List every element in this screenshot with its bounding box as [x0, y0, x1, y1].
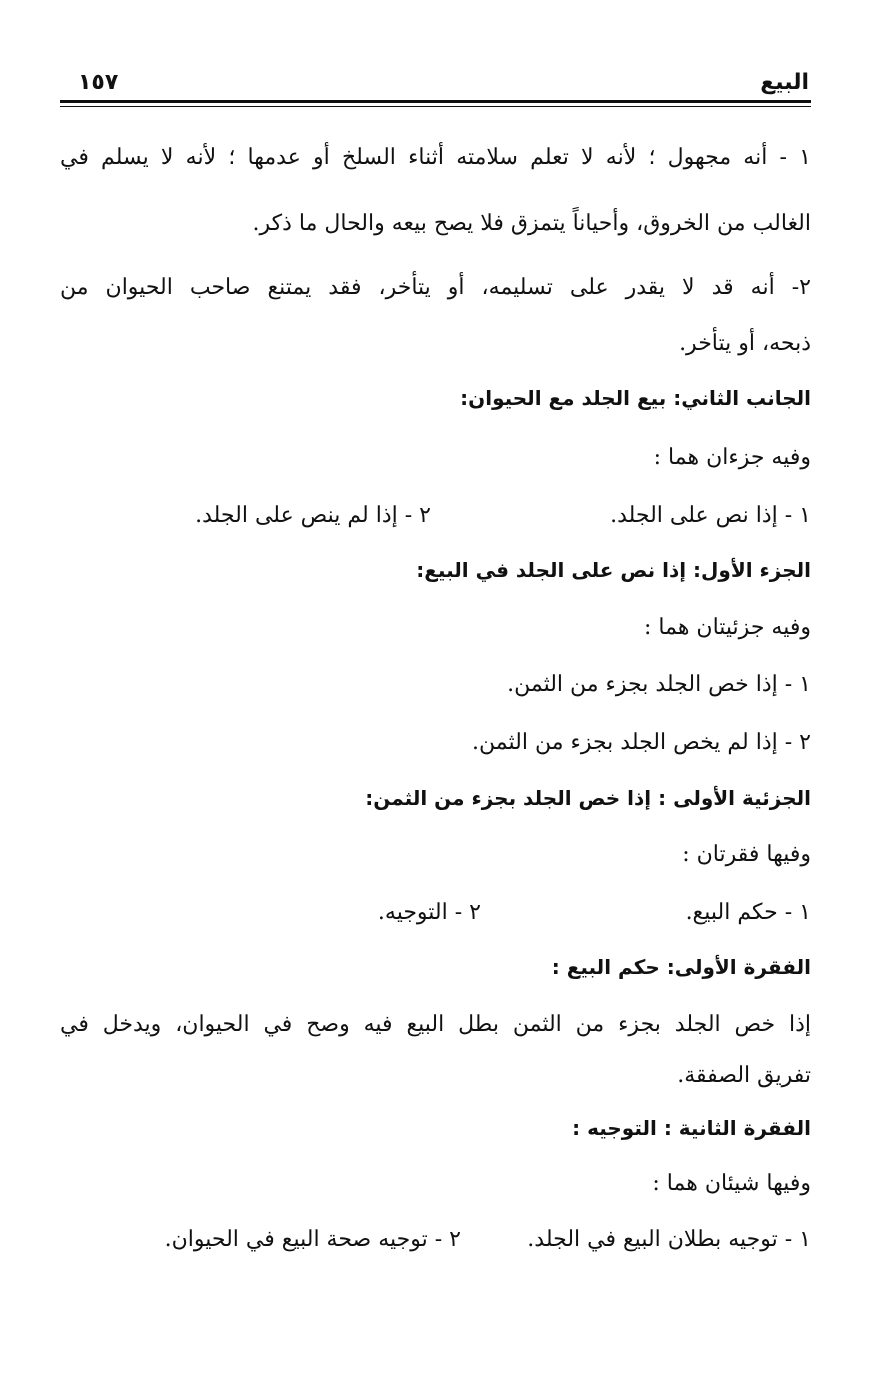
section-heading: الفقرة الثانية : التوجيه : [572, 1116, 811, 1140]
two-column-line [60, 486, 811, 546]
text-line: وفيها شيئان هما : [652, 1171, 811, 1196]
text-line: وفيه جزءان هما : [653, 445, 811, 470]
list-item: ٢ - التوجيه. [377, 900, 481, 925]
text-line: ١ - أنه مجهول ؛ لأنه لا تعلم سلامته أثناء السلخ أو عدمها ؛ لأنه لا يسلم في [60, 145, 811, 170]
text-line: الغالب من الخروق، وأحياناً يتمزق فلا يصح بيعه والحال ما ذكر. [252, 211, 811, 236]
list-item: ١ - حكم البيع. [685, 900, 811, 925]
list-item: ٢ - توجيه صحة البيع في الحيوان. [164, 1227, 461, 1252]
section-heading: الجانب الثاني: بيع الجلد مع الحيوان: [460, 386, 811, 410]
two-column-line [60, 883, 811, 943]
list-item: ١ - إذا نص على الجلد. [610, 503, 811, 528]
two-column-line [60, 1210, 811, 1270]
header-rule-thin [60, 106, 811, 107]
text-line: ٢- أنه قد لا يقدر على تسليمه، أو يتأخر، فقد يمتنع صاحب الحيوان من [60, 275, 811, 300]
text-line: وفيه جزئيتان هما : [644, 615, 811, 640]
page-number: ١٥٧ [78, 70, 119, 95]
text-line: تفريق الصفقة. [677, 1063, 811, 1088]
list-item: ٢ - إذا لم ينص على الجلد. [195, 503, 431, 528]
section-heading: الجزئية الأولى : إذا خص الجلد بجزء من الثمن: [365, 786, 811, 810]
running-header-title: البيع [760, 70, 809, 95]
section-heading: الفقرة الأولى: حكم البيع : [551, 955, 811, 979]
list-item: ١ - إذا خص الجلد بجزء من الثمن. [507, 672, 811, 697]
text-line: إذا خص الجلد بجزء من الثمن بطل البيع فيه وصح في الحيوان، ويدخل في [60, 1012, 811, 1037]
text-line: ذبحه، أو يتأخر. [679, 331, 811, 356]
section-heading: الجزء الأول: إذا نص على الجلد في البيع: [416, 558, 811, 582]
list-item: ١ - توجيه بطلان البيع في الجلد. [527, 1227, 811, 1252]
list-item: ٢ - إذا لم يخص الجلد بجزء من الثمن. [472, 730, 811, 755]
header-rule-thick [60, 100, 811, 103]
text-line: وفيها فقرتان : [682, 842, 811, 867]
